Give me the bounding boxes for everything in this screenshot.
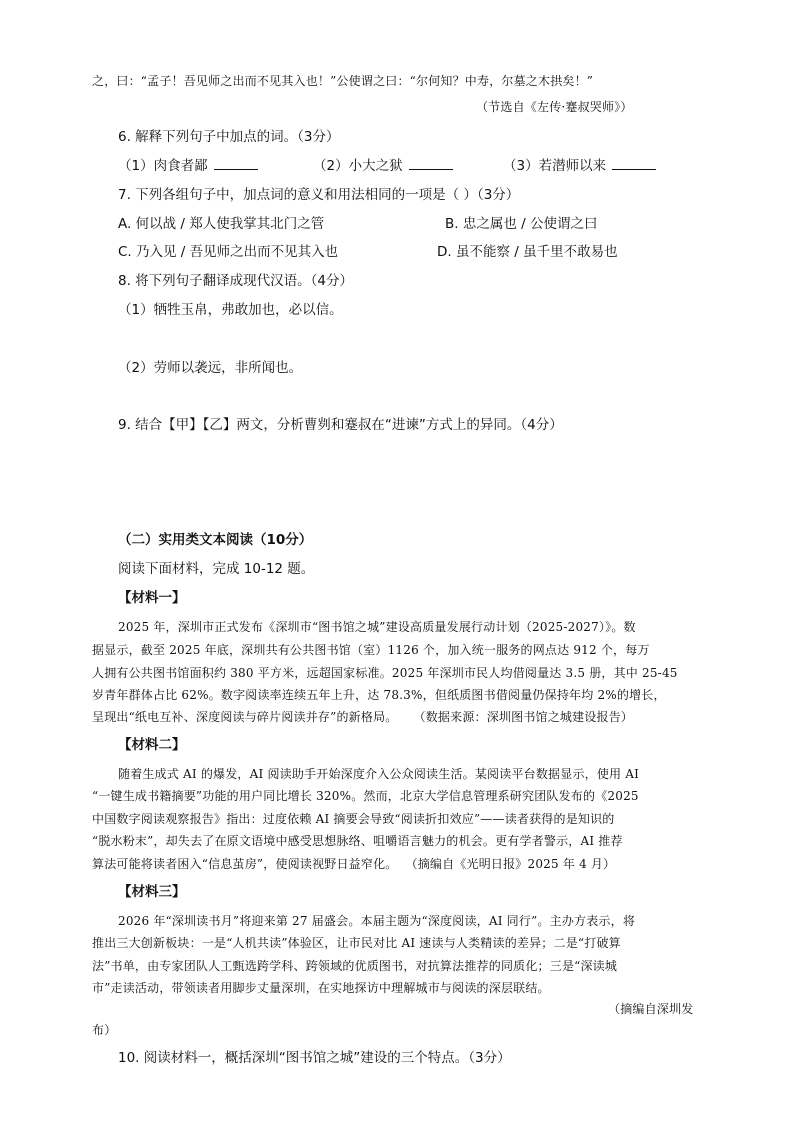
- material-3-line: 法”书单，由专家团队人工甄选跨学科、跨领域的优质图书，对抗算法推荐的同质化；三是“深读城: [92, 959, 618, 973]
- section-title: （二）实用类文本阅读（10分）: [118, 532, 313, 548]
- question-7-option-c[interactable]: C. 乃入见 / 吾见师之出而不见其入也: [118, 244, 339, 260]
- material-2-line: “脱水粉末”，却失去了在原文语境中感受思想脉络、咀嚼语言魅力的机会。更有学者警示，AI 推荐: [92, 834, 623, 848]
- passage-last-line: 之，曰：“孟子！吾见师之出而不见其入也！”公使谓之曰：“尔何知？中寿，尔墓之木拱矣！”: [92, 74, 594, 88]
- material-3-line: 推出三大创新板块：一是“人机共读”体验区，让市民对比 AI 速读与人类精读的差异；二是“打破算: [92, 936, 621, 950]
- question-7-stem: 7. 下列各组句子中，加点词的意义和用法相同的一项是（ ）（3分）: [118, 187, 520, 203]
- material-3-line: 市”走读活动，带领读者用脚步丈量深圳，在实地探访中理解城市与阅读的深层联结。: [92, 981, 550, 995]
- answer-blank[interactable]: [409, 157, 453, 170]
- question-8-stem: 8. 将下列句子翻译成现代汉语。（4分）: [118, 273, 354, 289]
- material-2-line: “一键生成书籍摘要”功能的用户同比增长 320%。然而，北京大学信息管理系研究团队发布的《2025: [92, 789, 639, 803]
- material-2-line: 中国数字阅读观察报告》指出：过度依赖 AI 摘要会导致“阅读折扣效应”——读者获得的是知识的: [92, 812, 615, 826]
- question-6-item-3: （3）若潜师以来: [503, 157, 656, 175]
- material-1-line: 据显示，截至 2025 年底，深圳共有公共图书馆（室）1126 个，加入统一服务的网点达 912 个，每万: [92, 643, 650, 657]
- question-10-stem: 10. 阅读材料一，概括深圳“图书馆之城”建设的三个特点。（3分）: [118, 1050, 511, 1066]
- question-9-stem: 9. 结合【甲】【乙】两文，分析曹刿和蹇叔在“进谏”方式上的异同。（4分）: [118, 417, 563, 433]
- material-2-line: 算法可能将读者困入“信息茧房”，使阅读视野日益窄化。 （摘编自《光明日报》2025 年 4 月）: [92, 857, 616, 871]
- question-7-option-d[interactable]: D. 虽不能察 / 虽千里不敢易也: [437, 244, 618, 260]
- answer-blank[interactable]: [612, 157, 656, 170]
- material-1-label: 【材料一】: [118, 590, 186, 606]
- question-6-item-2: （2）小大之狱: [313, 157, 453, 175]
- material-1-line: 岁青年群体占比 62%。数字阅读率连续五年上升，达 78.3%，但纸质图书借阅量仍保持年均 2%的增长，: [92, 688, 666, 702]
- material-1-line: 2025 年，深圳市正式发布《深圳市“图书馆之城”建设高质量发展行动计划（2025-2027）》。数: [118, 620, 636, 634]
- material-3-source: （摘编自深圳发: [608, 1002, 694, 1016]
- material-3-label: 【材料三】: [118, 884, 186, 900]
- material-1-line: 人拥有公共图书馆面积约 380 平方米，远超国家标准。2025 年深圳市民人均借阅量达 3.5 册，其中 25-45: [92, 666, 678, 680]
- material-3-source-cont: 布）: [92, 1023, 117, 1037]
- material-3-line: 2026 年“深圳读书月”将迎来第 27 届盛会。本届主题为“深度阅读，AI 同行”。主办方表示，将: [118, 914, 636, 928]
- question-7-option-b[interactable]: B. 忠之属也 / 公使谓之曰: [445, 216, 598, 232]
- question-8-item-1: （1）牺牲玉帛，弗敢加也，必以信。: [118, 302, 343, 318]
- material-2-line: 随着生成式 AI 的爆发，AI 阅读助手开始深度介入公众阅读生活。某阅读平台数据显示，使用 AI: [118, 767, 640, 781]
- section-instruction: 阅读下面材料，完成 10-12 题。: [118, 561, 315, 577]
- material-2-label: 【材料二】: [118, 737, 186, 753]
- answer-blank[interactable]: [214, 157, 258, 170]
- question-6-item-1: （1）肉食者鄙: [118, 157, 258, 175]
- passage-source: （节选自《左传·蹇叔哭师》）: [476, 100, 633, 114]
- material-1-line: 呈现出“纸电互补、深度阅读与碎片阅读并存”的新格局。 （数据来源：深圳图书馆之城建设报告）: [92, 710, 634, 724]
- question-7-option-a[interactable]: A. 何以战 / 郑人使我掌其北门之管: [118, 216, 325, 232]
- question-6-stem: 6. 解释下列句子中加点的词。（3分）: [118, 129, 340, 145]
- question-8-item-2: （2）劳师以袭远，非所闻也。: [118, 360, 303, 376]
